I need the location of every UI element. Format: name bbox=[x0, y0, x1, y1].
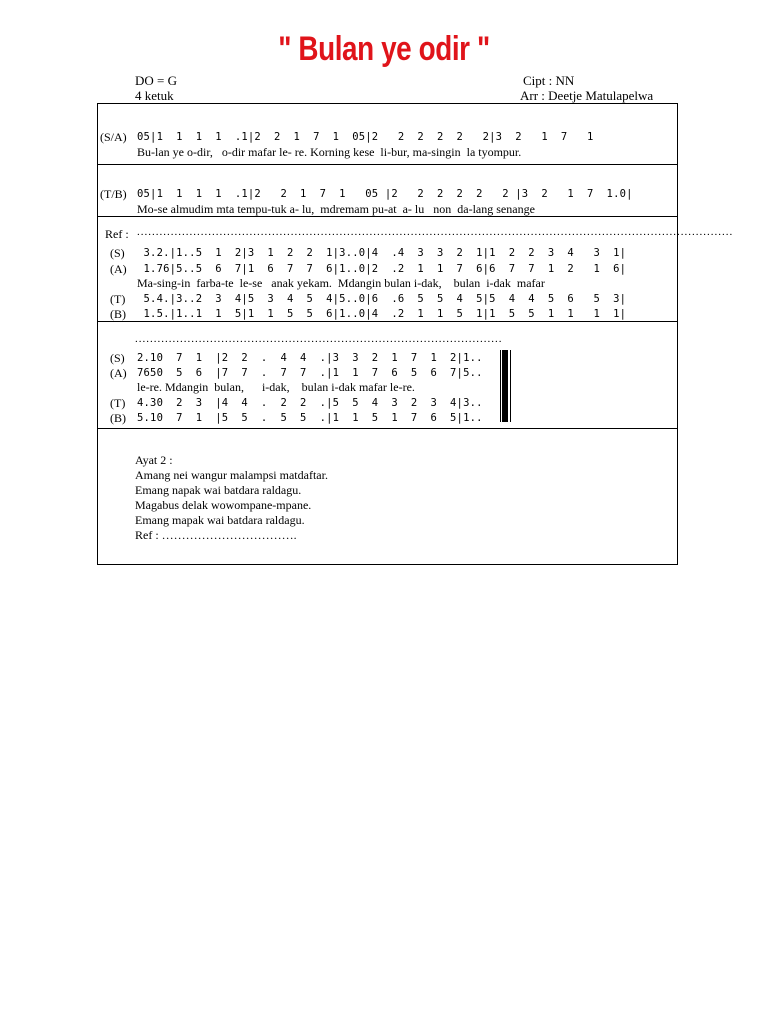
ref2-lyric: le-re. Mdangin bulan, i-dak, bulan i-dak mafar le-re. bbox=[137, 380, 415, 394]
verse2-heading: Ayat 2 : bbox=[135, 453, 173, 467]
bass-notation-2: 5.10 7 1 |5 5 . 5 5 .|1 1 5 1 7 6 5|1.. bbox=[137, 412, 483, 424]
key-signature: DO = G bbox=[135, 73, 177, 88]
sa-lyric: Bu-lan ye o-dir, o-dir mafar le- re. Korning kese li-bur, ma-singin la tyompur. bbox=[137, 145, 522, 159]
tenor-notation: 5.4.|3..2 3 4|5 3 4 5 4|5..0|6 .6 5 5 4 5|5 4 4 5 6 5 3| bbox=[137, 293, 627, 305]
tb-notation: 05|1 1 1 1 .1|2 2 1 7 1 05 |2 2 2 2 2 2 |3 2 1 7 1.0| bbox=[137, 188, 633, 200]
bass-notation: 1.5.|1..1 1 5|1 1 5 5 6|1..0|4 .2 1 1 5 1|1 5 5 1 1 1 1| bbox=[137, 308, 627, 320]
tenor-label-2: (T) bbox=[110, 396, 126, 410]
soprano-notation: 3.2.|1..5 1 2|3 1 2 2 1|3..0|4 .4 3 3 2 1|1 2 2 3 4 3 1| bbox=[137, 247, 627, 259]
divider-line bbox=[97, 164, 678, 165]
soprano-label: (S) bbox=[110, 246, 125, 260]
alto-label: (A) bbox=[110, 262, 127, 276]
verse2-ref: Ref : ……………………………. bbox=[135, 528, 297, 542]
verse2-line: Emang napak wai batdara raldagu. bbox=[135, 483, 302, 497]
composer-credit: Cipt : NN bbox=[523, 73, 575, 88]
tenor-label: (T) bbox=[110, 292, 126, 306]
arranger-credit: Arr : Deetje Matulapelwa bbox=[520, 88, 654, 103]
time-signature: 4 ketuk bbox=[135, 88, 174, 103]
tb-lyric: Mo-se almudim mta tempu-tuk a- lu, mdremam pu-at a- lu non da-lang senange bbox=[137, 202, 535, 216]
alto-label-2: (A) bbox=[110, 366, 127, 380]
bass-label: (B) bbox=[110, 307, 126, 321]
alto-notation-2: 7650 5 6 |7 7 . 7 7 .|1 1 7 6 5 6 7|5.. bbox=[137, 367, 483, 379]
divider-line bbox=[97, 428, 678, 429]
final-barline-thin bbox=[500, 350, 501, 422]
sa-notation: 05|1 1 1 1 .1|2 2 1 7 1 05|2 2 2 2 2 2|3 2 1 7 1 bbox=[137, 131, 594, 143]
soprano-label-2: (S) bbox=[110, 351, 125, 365]
ref-label: Ref : bbox=[105, 227, 129, 241]
verse2-line: Amang nei wangur malampsi matdaftar. bbox=[135, 468, 328, 482]
tb-voice-label: (T/B) bbox=[100, 187, 127, 201]
song-title: " Bulan ye odir " bbox=[278, 30, 490, 68]
ref-dotted-line: ............................................................................................................................................................... bbox=[137, 226, 734, 238]
sa-voice-label: (S/A) bbox=[100, 130, 127, 144]
final-barline-thin-right bbox=[510, 350, 511, 422]
alto-notation: 1.76|5..5 6 7|1 6 7 7 6|1..0|2 .2 1 1 7 6|6 7 7 1 2 1 6| bbox=[137, 263, 627, 275]
ref2-dotted-line: .................................................................................................. bbox=[135, 333, 503, 345]
soprano-notation-2: 2.10 7 1 |2 2 . 4 4 .|3 3 2 1 7 1 2|1.. bbox=[137, 352, 483, 364]
verse2-line: Emang mapak wai batdara raldagu. bbox=[135, 513, 305, 527]
divider-line bbox=[97, 216, 678, 217]
bass-label-2: (B) bbox=[110, 411, 126, 425]
verse2-line: Magabus delak wowompane-mpane. bbox=[135, 498, 312, 512]
final-barline-thick bbox=[502, 350, 508, 422]
ref-lyric: Ma-sing-in farba-te le-se anak yekam. Mdangin bulan i-dak, bulan i-dak mafar bbox=[137, 276, 545, 290]
tenor-notation-2: 4.30 2 3 |4 4 . 2 2 .|5 5 4 3 2 3 4|3.. bbox=[137, 397, 483, 409]
